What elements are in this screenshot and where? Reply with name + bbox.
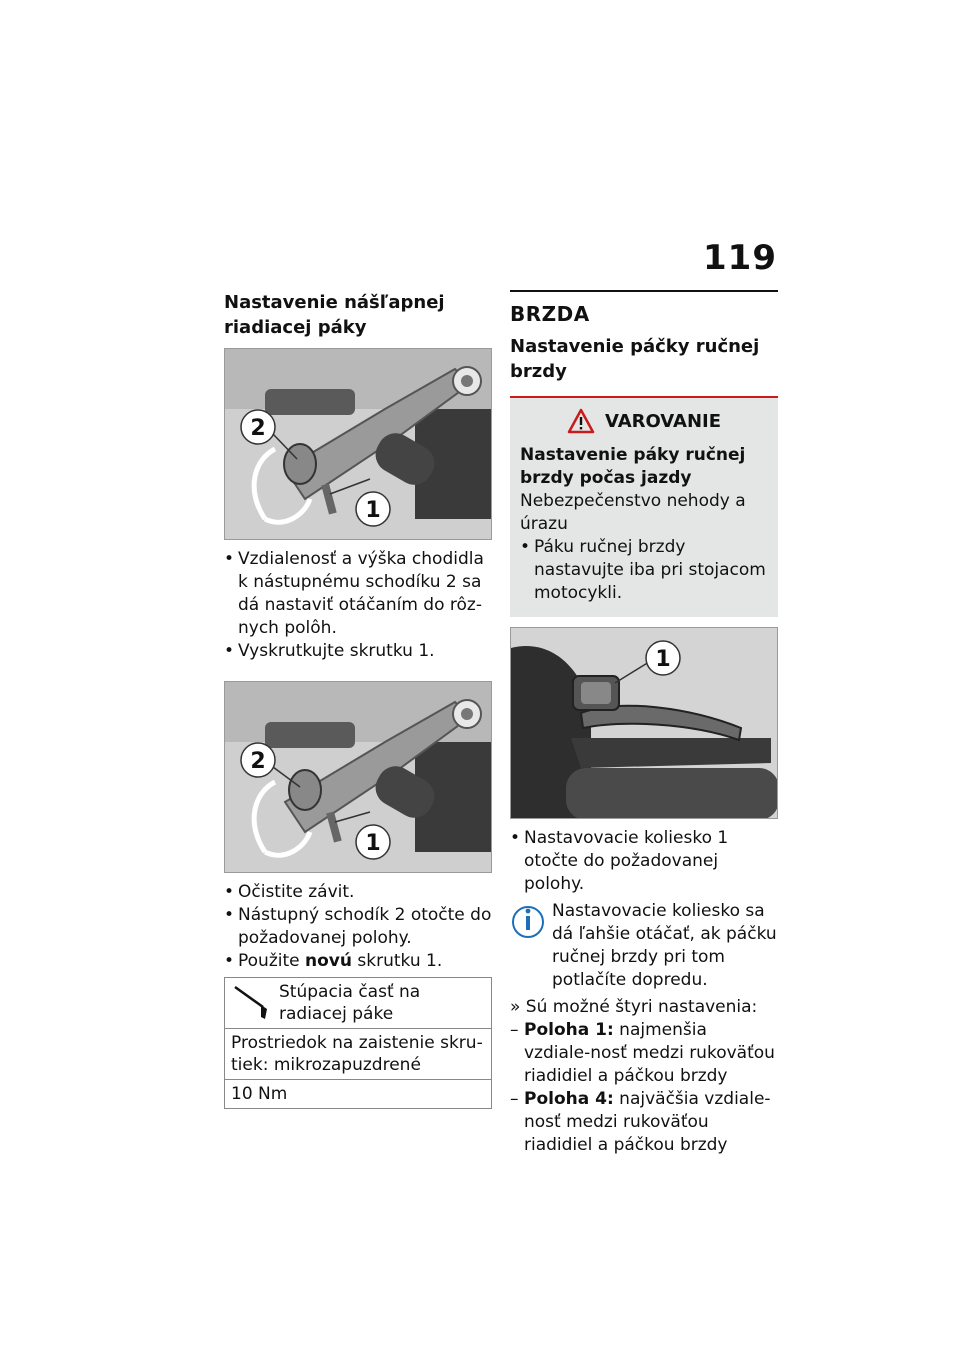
- page-number: 119: [703, 238, 777, 278]
- position-list: [510, 1019, 778, 1157]
- list-item: • Vyskrutkujte skrutku 1.: [224, 640, 492, 663]
- warning-title: Nastavenie páky ručnej brzdy počas jazdy: [520, 445, 746, 488]
- warning-text: Nebezpečenstvo nehody a úrazu: [520, 491, 746, 534]
- torque-spec-value: 10 Nm: [231, 1084, 288, 1104]
- result-line: » Sú možné štyri nastavenia:: [510, 997, 758, 1017]
- hand-brake-figure: [510, 627, 778, 819]
- torque-wrench-icon: [231, 981, 271, 1021]
- info-hand-icon: [510, 900, 546, 940]
- brake-instruction-list: [510, 827, 778, 896]
- figure-callout-1: 1: [365, 831, 381, 856]
- list-item: • Páku ručnej brzdy nastavujte iba pri stojacom motocykli.: [520, 536, 768, 605]
- instruction-list-1: [224, 548, 492, 663]
- bullet-text: Použite: [238, 951, 305, 971]
- figure-callout-1: 1: [365, 498, 381, 523]
- instruction-list-2: [224, 881, 492, 973]
- figure-callout-1: 1: [655, 647, 671, 672]
- warning-triangle-icon: [567, 408, 595, 434]
- list-item: [224, 950, 492, 973]
- position-label: Poloha 4:: [524, 1089, 614, 1109]
- right-column: [510, 290, 778, 1157]
- bullet-bold-text: novú: [305, 951, 352, 971]
- list-item: • Očistite závit.: [224, 881, 492, 904]
- section-title: BRZDA: [510, 290, 778, 326]
- torque-spec-agent: Prostriedok na zaistenie skru-tiek: mikrozapuzdrené: [225, 1029, 491, 1080]
- warning-box: [510, 396, 778, 617]
- figure-callout-2: 2: [250, 749, 266, 774]
- list-item: [510, 1019, 778, 1088]
- warning-list: [520, 536, 768, 605]
- position-text: najmenšia vzdiale-nosť medzi rukoväťou riadidiel a páčkou brzdy: [524, 1020, 775, 1086]
- position-label: Poloha 1:: [524, 1020, 614, 1040]
- section-heading-shift-lever: Nastavenie nášľapnej riadiacej páky: [224, 292, 445, 338]
- bullet-text: skrutku 1.: [351, 951, 443, 971]
- shift-lever-figure-2: [224, 681, 492, 873]
- left-column: [224, 290, 492, 1109]
- list-item: • Nástupný schodík 2 otočte do požadovanej polohy.: [224, 904, 492, 950]
- note-block: [510, 900, 778, 992]
- section-heading-hand-brake: Nastavenie páčky ručnej brzdy: [510, 336, 760, 382]
- warning-header: [520, 408, 768, 434]
- list-item: • Nastavovacie koliesko 1 otočte do požadovanej polohy.: [510, 827, 778, 896]
- note-text: Nastavovacie koliesko sa dá ľahšie otáčať, ak páčku ručnej brzdy pri tom potlačíte dopredu.: [552, 901, 777, 990]
- list-item: [510, 1088, 778, 1157]
- shift-lever-figure-1: [224, 348, 492, 540]
- torque-spec-title: Stúpacia časť na radiacej páke: [279, 982, 421, 1024]
- torque-spec-header: [225, 978, 491, 1029]
- list-item: • Vzdialenosť a výška chodidla k nástupnému schodíku 2 sa dá nastaviť otáčaním do rôz-nych polôh.: [224, 548, 492, 640]
- warning-label: VAROVANIE: [604, 410, 721, 432]
- torque-spec-box: [224, 977, 492, 1109]
- position-text: najväčšia vzdiale-nosť medzi rukoväťou riadidiel a páčkou brzdy: [524, 1089, 771, 1155]
- figure-callout-2: 2: [250, 416, 266, 441]
